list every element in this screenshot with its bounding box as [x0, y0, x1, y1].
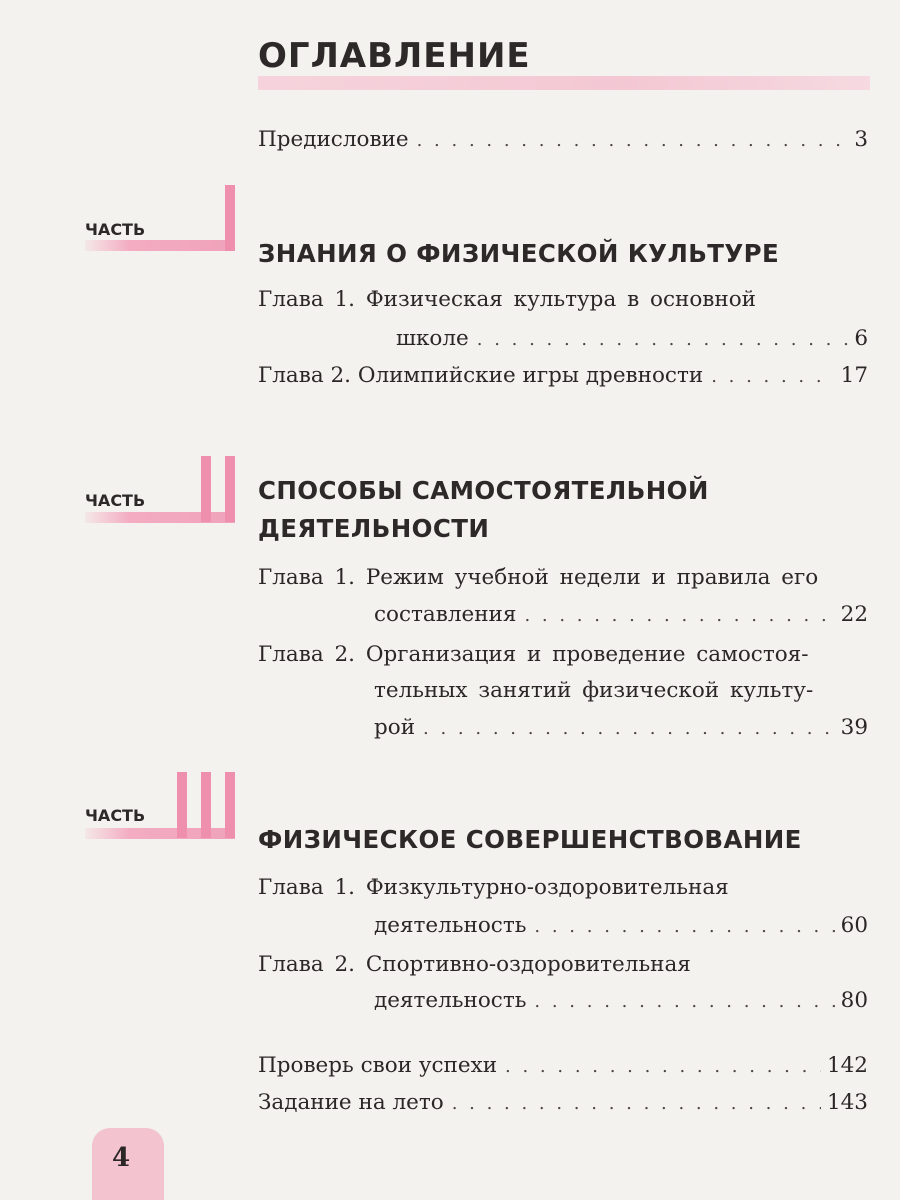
toc-entry-page: 142	[826, 1053, 868, 1078]
toc-entry-page: 17	[840, 363, 868, 388]
toc-entry-chapter-1-2[interactable]	[258, 363, 868, 395]
toc-entry-check-progress[interactable]	[258, 1053, 868, 1085]
toc-entry-label: деятельность	[374, 988, 527, 1013]
dot-leader	[423, 718, 835, 739]
dot-leader	[534, 916, 834, 937]
part-1-label: ЧАСТЬ	[85, 220, 146, 239]
part-2-heading	[258, 472, 709, 548]
toc-entry-chapter-2-1[interactable]	[374, 602, 868, 634]
toc-entry-page: 6	[854, 326, 868, 351]
toc-entry-chapter-1-1[interactable]	[396, 326, 868, 358]
toc-entry-preface[interactable]	[258, 127, 868, 159]
toc-entry-chapter-3-1[interactable]	[374, 913, 868, 945]
part-heading-line: СПОСОБЫ САМОСТОЯТЕЛЬНОЙ	[258, 476, 709, 505]
part-3-label: ЧАСТЬ	[85, 806, 146, 825]
toc-entry-chapter-2-2[interactable]	[374, 715, 868, 747]
dot-leader	[505, 1056, 821, 1077]
part-heading-line: ДЕЯТЕЛЬНОСТИ	[258, 514, 490, 543]
dot-leader	[524, 605, 834, 626]
toc-entry-page: 80	[840, 988, 868, 1013]
part-1-heading	[258, 235, 779, 273]
part-2-pink-line	[85, 512, 235, 523]
toc-entry-label: рой	[374, 715, 416, 740]
toc-entry-page: 3	[854, 127, 868, 152]
chapter-1-1-line: Глава 1. Физическая культура в основной	[258, 287, 756, 312]
toc-entry-label: Проверь свои успехи	[258, 1053, 498, 1078]
part-heading-line: ФИЗИЧЕСКОЕ СОВЕРШЕНСТВОВАНИЕ	[258, 825, 802, 854]
chapter-3-2-line: Глава 2. Спортивно-оздоровительная	[258, 952, 691, 977]
part-2-label: ЧАСТЬ	[85, 491, 146, 510]
toc-entry-page: 60	[840, 913, 868, 938]
toc-entry-label: Глава 2. Олимпийские игры древности	[258, 363, 704, 388]
roman-numeral-ii-bar-2	[225, 456, 235, 522]
dot-leader	[452, 1093, 821, 1114]
roman-numeral-iii-bar-3	[225, 772, 235, 838]
toc-entry-label: деятельность	[374, 913, 527, 938]
roman-numeral-i	[225, 185, 235, 251]
toc-entry-label: составления	[374, 602, 517, 627]
toc-entry-label: Предисловие	[258, 127, 409, 152]
part-1-pink-line	[85, 240, 235, 251]
dot-leader	[477, 329, 849, 350]
toc-entry-page: 39	[840, 715, 868, 740]
toc-entry-summer-task[interactable]	[258, 1090, 868, 1122]
dot-leader	[417, 130, 849, 151]
roman-numeral-iii-bar-1	[177, 772, 187, 838]
chapter-3-1-line: Глава 1. Физкультурно-оздоровительная	[258, 875, 729, 900]
chapter-2-2-line-2: тельных занятий физической культу-	[374, 678, 814, 703]
part-heading-line: ЗНАНИЯ О ФИЗИЧЕСКОЙ КУЛЬТУРЕ	[258, 239, 780, 268]
toc-entry-label: школе	[396, 326, 469, 351]
toc-entry-chapter-3-2[interactable]	[374, 988, 868, 1020]
dot-leader	[711, 366, 834, 387]
toc-entry-page: 22	[840, 602, 868, 627]
dot-leader	[534, 991, 834, 1012]
toc-entry-page: 143	[826, 1090, 868, 1115]
part-3-pink-line	[85, 828, 235, 839]
roman-numeral-ii-bar-1	[201, 456, 211, 522]
toc-entry-label: Задание на лето	[258, 1090, 444, 1115]
title-underline-band	[258, 76, 870, 90]
roman-numeral-iii-bar-2	[201, 772, 211, 838]
chapter-2-1-line: Глава 1. Режим учебной недели и правила его	[258, 565, 819, 590]
part-3-heading	[258, 821, 802, 859]
page-number: 4	[112, 1143, 131, 1173]
chapter-2-2-line-1: Глава 2. Организация и проведение самостоя-	[258, 642, 809, 667]
page-title: ОГЛАВЛЕНИЕ	[258, 36, 531, 76]
